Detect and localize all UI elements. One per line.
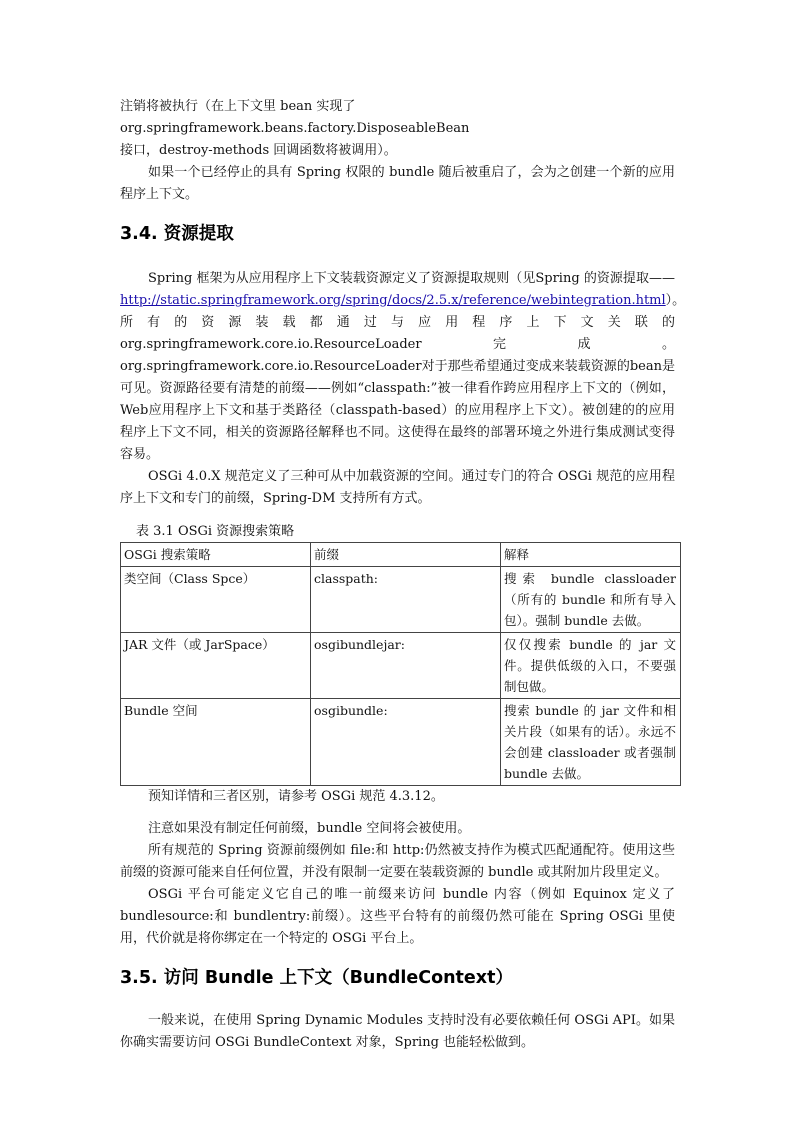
- table-row: [121, 633, 681, 699]
- table-cell: Bundle 空间: [121, 699, 311, 786]
- table-cell: 仅仅搜索 bundle 的 jar 文件。提供低级的入口，不要强制包做。: [501, 633, 681, 699]
- spring-docs-link[interactable]: http://static.springframework.org/spring/docs/2.5.x/reference/webintegration.html: [120, 293, 666, 308]
- intro-paragraph-1: [120, 96, 675, 162]
- table-header-cell: OSGi 搜索策略: [121, 543, 311, 567]
- p1-pre-link: Spring 框架为从应用程序上下文装载资源定义了资源提取规则（见Spring 的资源提取——: [148, 271, 675, 286]
- document-page: [120, 96, 686, 1054]
- p1-post-link: ）。所有的资源装载都通过与应用程序上下文关联的org.springframework.core.io.ResourceLoader完成。org.springframework.core.io.ResourceLoader对于那些希望通过变成来装载资源的bean是可见。资源路径要有清楚的前缀——例如“classpath:”被一律看作跨应用程序上下文的（例如，Web应用程序上下文和基于类路径（classpath-based）的应用程序上下文）。被创建的的应用程序上下文不同，相关的资源路径解释也不同。这使得在最终的部署环境之外进行集成测试变得容易。: [120, 293, 686, 462]
- table-cell: 搜索 bundle 的 jar 文件和相关片段（如果有的话）。永远不会创建 classloader 或者强制 bundle 去做。: [501, 699, 681, 786]
- intro-p1-line-b: 接口，destroy-methods 回调函数将被调用）。: [120, 143, 397, 158]
- section-3-4-paragraph-2: OSGi 4.0.X 规范定义了三种可从中加载资源的空间。通过专门的符合 OSGi 规范的应用程序上下文和专门的前缀，Spring-DM 支持所有方式。: [120, 469, 675, 506]
- section-3-4-heading: 3.4. 资源提取: [120, 224, 234, 244]
- intro-paragraph-2: 如果一个已经停止的具有 Spring 权限的 bundle 随后被重启了，会为之创建一个新的应用程序上下文。: [120, 165, 675, 202]
- section-3-4-paragraph-1: [120, 268, 686, 466]
- table-cell: classpath:: [311, 567, 501, 633]
- table-cell: osgibundle:: [311, 699, 501, 786]
- section-3-4-paragraph-4: 所有规范的 Spring 资源前缀例如 file:和 http:仍然被支持作为模式匹配通配符。使用这些前缀的资源可能来自任何位置，并没有限制一定要在装载资源的 bundle 或其附加片段里定义。: [120, 843, 675, 880]
- table-header-cell: 解释: [501, 543, 681, 567]
- table-row: [121, 567, 681, 633]
- table-cell: osgibundlejar:: [311, 633, 501, 699]
- table-row: [121, 699, 681, 786]
- after-table-note: 预知详情和三者区别，请参考 OSGi 规范 4.3.12。: [148, 789, 444, 804]
- section-3-4-paragraph-3: 注意如果没有制定任何前缀，bundle 空间将会被使用。: [148, 821, 471, 836]
- table-cell: JAR 文件（或 JarSpace）: [121, 633, 311, 699]
- table-header-cell: 前缀: [311, 543, 501, 567]
- table-header-row: [121, 543, 681, 567]
- table-cell: 搜索 bundle classloader（所有的 bundle 和所有导入包）。强制 bundle 去做。: [501, 567, 681, 633]
- section-3-5-paragraph-1: 一般来说，在使用 Spring Dynamic Modules 支持时没有必要依赖任何 OSGi API。如果你确实需要访问 OSGi BundleContext 对象，Spring 也能轻松做到。: [120, 1013, 675, 1050]
- intro-p1-line-a: 注销将被执行（在上下文里 bean 实现了 org.springframework.beans.factory.DisposeableBean: [120, 99, 470, 136]
- osgi-resource-table: [120, 542, 681, 786]
- section-3-4-paragraph-5: OSGi 平台可能定义它自己的唯一前缀来访问 bundle 内容（例如 Equinox 定义了 bundlesource:和 bundlentry:前缀）。这些平台特有的前缀仍然可能在 Spring OSGi 里使用，代价就是将你绑定在一个特定的 OSGi 平台上。: [120, 887, 675, 946]
- table-cell: 类空间（Class Spce）: [121, 567, 311, 633]
- section-3-5-heading: 3.5. 访问 Bundle 上下文（BundleContext）: [120, 968, 513, 988]
- table-caption: 表 3.1 OSGi 资源搜索策略: [136, 524, 295, 539]
